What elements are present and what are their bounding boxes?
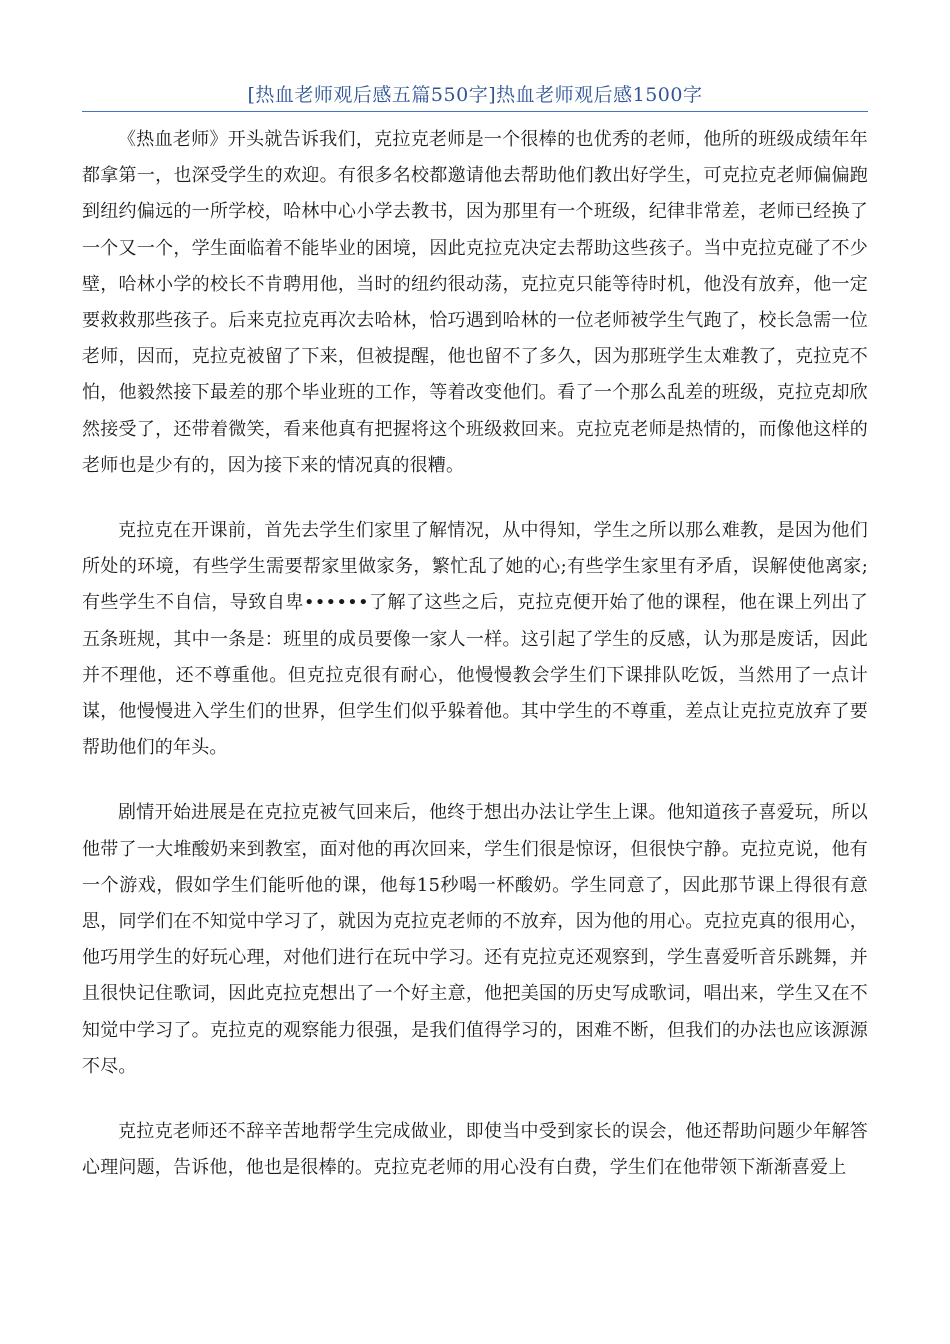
paragraph-2: 克拉克在开课前，首先去学生们家里了解情况，从中得知，学生之所以那么难教，是因为他们所处的环境，有些学生需要帮家里做家务，繁忙乱了她的心;有些学生家里有矛盾，误解使他离家;有些学生不自信，导致自卑••••••了解了这些之后，克拉克便开始了他的课程，他在课上列出了五条班规，其中一条是：班里的成员要像一家人一样。这引起了学生的反感，认为那是废话，因此并不理他，还不尊重他。但克拉克很有耐心，他慢慢教会学生们下课排队吃饭，当然用了一点计谋，他慢慢进入学生们的世界，但学生们似乎躲着他。其中学生的不尊重，差点让克拉克放弃了要帮助他们的年头。 bbox=[82, 520, 868, 759]
paragraph-4: 克拉克老师还不辞辛苦地帮学生完成做业，即使当中受到家长的误会，他还帮助问题少年解答心理问题，告诉他，他也是很棒的。克拉克老师的用心没有白费，学生们在他带领下渐渐喜爱上 bbox=[82, 1121, 868, 1179]
title-divider bbox=[82, 111, 868, 112]
document-title: [热血老师观后感五篇550字]热血老师观后感1500字 bbox=[247, 84, 703, 106]
document-body bbox=[82, 122, 868, 1215]
paragraph-1: 《热血老师》开头就告诉我们，克拉克老师是一个很棒的也优秀的老师，他所的班级成绩年年都拿第一，也深受学生的欢迎。有很多名校都邀请他去帮助他们教出好学生，可克拉克老师偏偏跑到纽约偏远的一所学校，哈林中心小学去教书，因为那里有一个班级，纪律非常差，老师已经换了一个又一个，学生面临着不能毕业的困境，因此克拉克决定去帮助这些孩子。当中克拉克碰了不少壁，哈林小学的校长不肯聘用他，当时的纽约很动荡，克拉克只能等待时机，他没有放弃，他一定要救救那些孩子。后来克拉克再次去哈林，恰巧遇到哈林的一位老师被学生气跑了，校长急需一位老师，因而，克拉克被留了下来，但被提醒，他也留不了多久，因为那班学生太难教了，克拉克不怕，他毅然接下最差的那个毕业班的工作，等着改变他们。看了一个那么乱差的班级，克拉克却欣然接受了，还带着微笑，看来他真有把握将这个班级救回来。克拉克老师是热情的，而像他这样的老师也是少有的，因为接下来的情况真的很糟。 bbox=[82, 129, 868, 476]
paragraph-3: 剧情开始进展是在克拉克被气回来后，他终于想出办法让学生上课。他知道孩子喜爱玩，所以他带了一大堆酸奶来到教室，面对他的再次回来，学生们很是惊讶，但很快宁静。克拉克说，他有一个游戏，假如学生们能听他的课，他每15秒喝一杯酸奶。学生同意了，因此那节课上得很有意思，同学们在不知觉中学习了，就因为克拉克老师的不放弃，因为他的用心。克拉克真的很用心，他巧用学生的好玩心理，对他们进行在玩中学习。还有克拉克还观察到，学生喜爱听音乐跳舞，并且很快记住歌词，因此克拉克想出了一个好主意，他把美国的历史写成歌词，唱出来，学生又在不知觉中学习了。克拉克的观察能力很强，是我们值得学习的，困难不断，但我们的办法也应该源源不尽。 bbox=[82, 802, 868, 1077]
